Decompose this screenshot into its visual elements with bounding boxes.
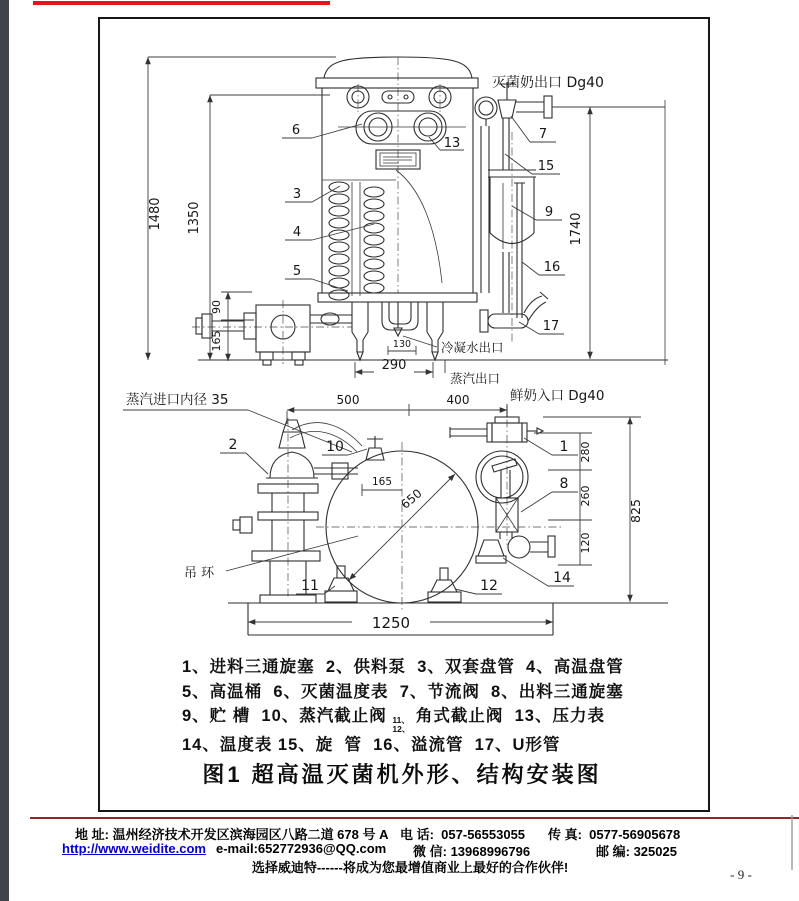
drawing-text [126,75,643,632]
steam-inlet-label: 蒸汽进口内径 35 [126,392,229,408]
outlet-cock-and-gauge [476,451,555,563]
dim-260-label: 260 [579,485,592,507]
stacked-item-numbers: 11、 12、 [392,715,411,734]
address-label: 地 址: [75,827,113,842]
callout-17: 17 [542,319,560,334]
condensate-outlet-label: 冷凝水出口 [441,340,504,355]
footer-divider-line [30,817,799,819]
fax-value: 0577-56905678 [589,827,681,842]
callout-13: 13 [443,136,461,151]
lower-machine-view [228,406,668,635]
address-value: 温州经济技术开发区滨海园区八路二道 678 号 A [112,827,389,842]
callout-9: 9 [544,205,554,220]
callout-4: 4 [292,225,302,240]
dim-1250-label: 1250 [371,614,411,632]
callout-11: 11 [301,578,319,594]
parts-list-line-1: 1、进料三通旋塞 2、供料泵 3、双套盘管 4、高温盘管 [182,658,624,676]
parts-list-line-2: 5、高温桶 6、灭菌温度表 7、节流阀 8、出料三通旋塞 [182,682,624,701]
fax-label: 传 真: [548,827,590,842]
milk-outlet-label: 灭菌奶出口 Dg40 [492,75,604,91]
callout-15: 15 [537,159,555,174]
callout-14: 14 [553,570,571,586]
dim-290-label: 290 [381,358,407,373]
callout-6: 6 [291,123,301,138]
wechat-value: 13968996796 [450,844,531,859]
callout-12: 12 [480,578,498,594]
wechat-label: 微 信: [413,844,451,859]
leader-lines [123,116,578,594]
callout-7: 7 [538,127,548,142]
dim-825-label: 825 [628,499,643,523]
footer-slogan: 选择威迪特------将成为您最增值商业上最好的合作伙伴! [251,860,569,875]
callout-3: 3 [292,187,302,202]
figure-title: 图1 超高温灭菌机外形、结构安装图 [202,762,602,787]
angle-valve-feet [325,566,461,602]
footer-email: e-mail:652772936@QQ.com [216,841,387,856]
dim-280-label: 280 [579,441,592,463]
scan-edge-right [791,815,793,870]
callout-10: 10 [326,439,344,455]
inlet-cock [450,406,543,442]
double-coil [329,182,349,300]
dim-500-label: 500 [336,393,360,407]
parts-list [182,655,650,758]
dim-1480-label: 1480 [148,197,163,231]
callout-5: 5 [292,264,302,279]
high-temp-coil [364,187,384,293]
dim-130-label: 130 [392,339,412,350]
dim-1350-label: 1350 [187,201,202,235]
callout-2: 2 [228,437,238,453]
dim-120-label: 120 [579,532,592,554]
phone-value: 057-56553055 [441,827,526,842]
postcode-value: 325025 [633,844,677,859]
callout-1: 1 [559,439,569,455]
phone-label: 电 话: [400,827,442,842]
parts-list-line-4: 14、温度表 15、旋 管 16、溢流管 17、U形管 [182,736,561,754]
callout-8: 8 [559,476,569,492]
website-link[interactable]: http://www.weidite.com [62,841,206,856]
steam-outlet-label: 蒸汽出口 [450,371,501,386]
postcode-label: 邮 编: [596,844,634,859]
top-red-line [33,1,330,5]
milk-inlet-label: 鲜奶入口 Dg40 [510,388,605,404]
dim-165-lower-label: 165 [371,476,393,488]
scan-edge-left [0,0,9,901]
lifting-ring-label: 吊 环 [184,566,215,581]
page-number: - 9 - [730,867,752,882]
parts-list-line-3: 9、贮 槽 10、蒸汽截止阀 11、 12、 角式截止阀 13、压力表 [182,707,605,734]
dim-400-label: 400 [446,393,470,407]
dim-90-label: 90 [210,300,223,314]
callout-16: 16 [543,260,561,275]
centerlines [192,57,562,612]
dim-1740-label: 1740 [569,212,584,246]
upper-machine-view [196,57,668,365]
dim-650-label: 650 [398,486,425,512]
dim-165-upper-label: 165 [210,330,223,352]
